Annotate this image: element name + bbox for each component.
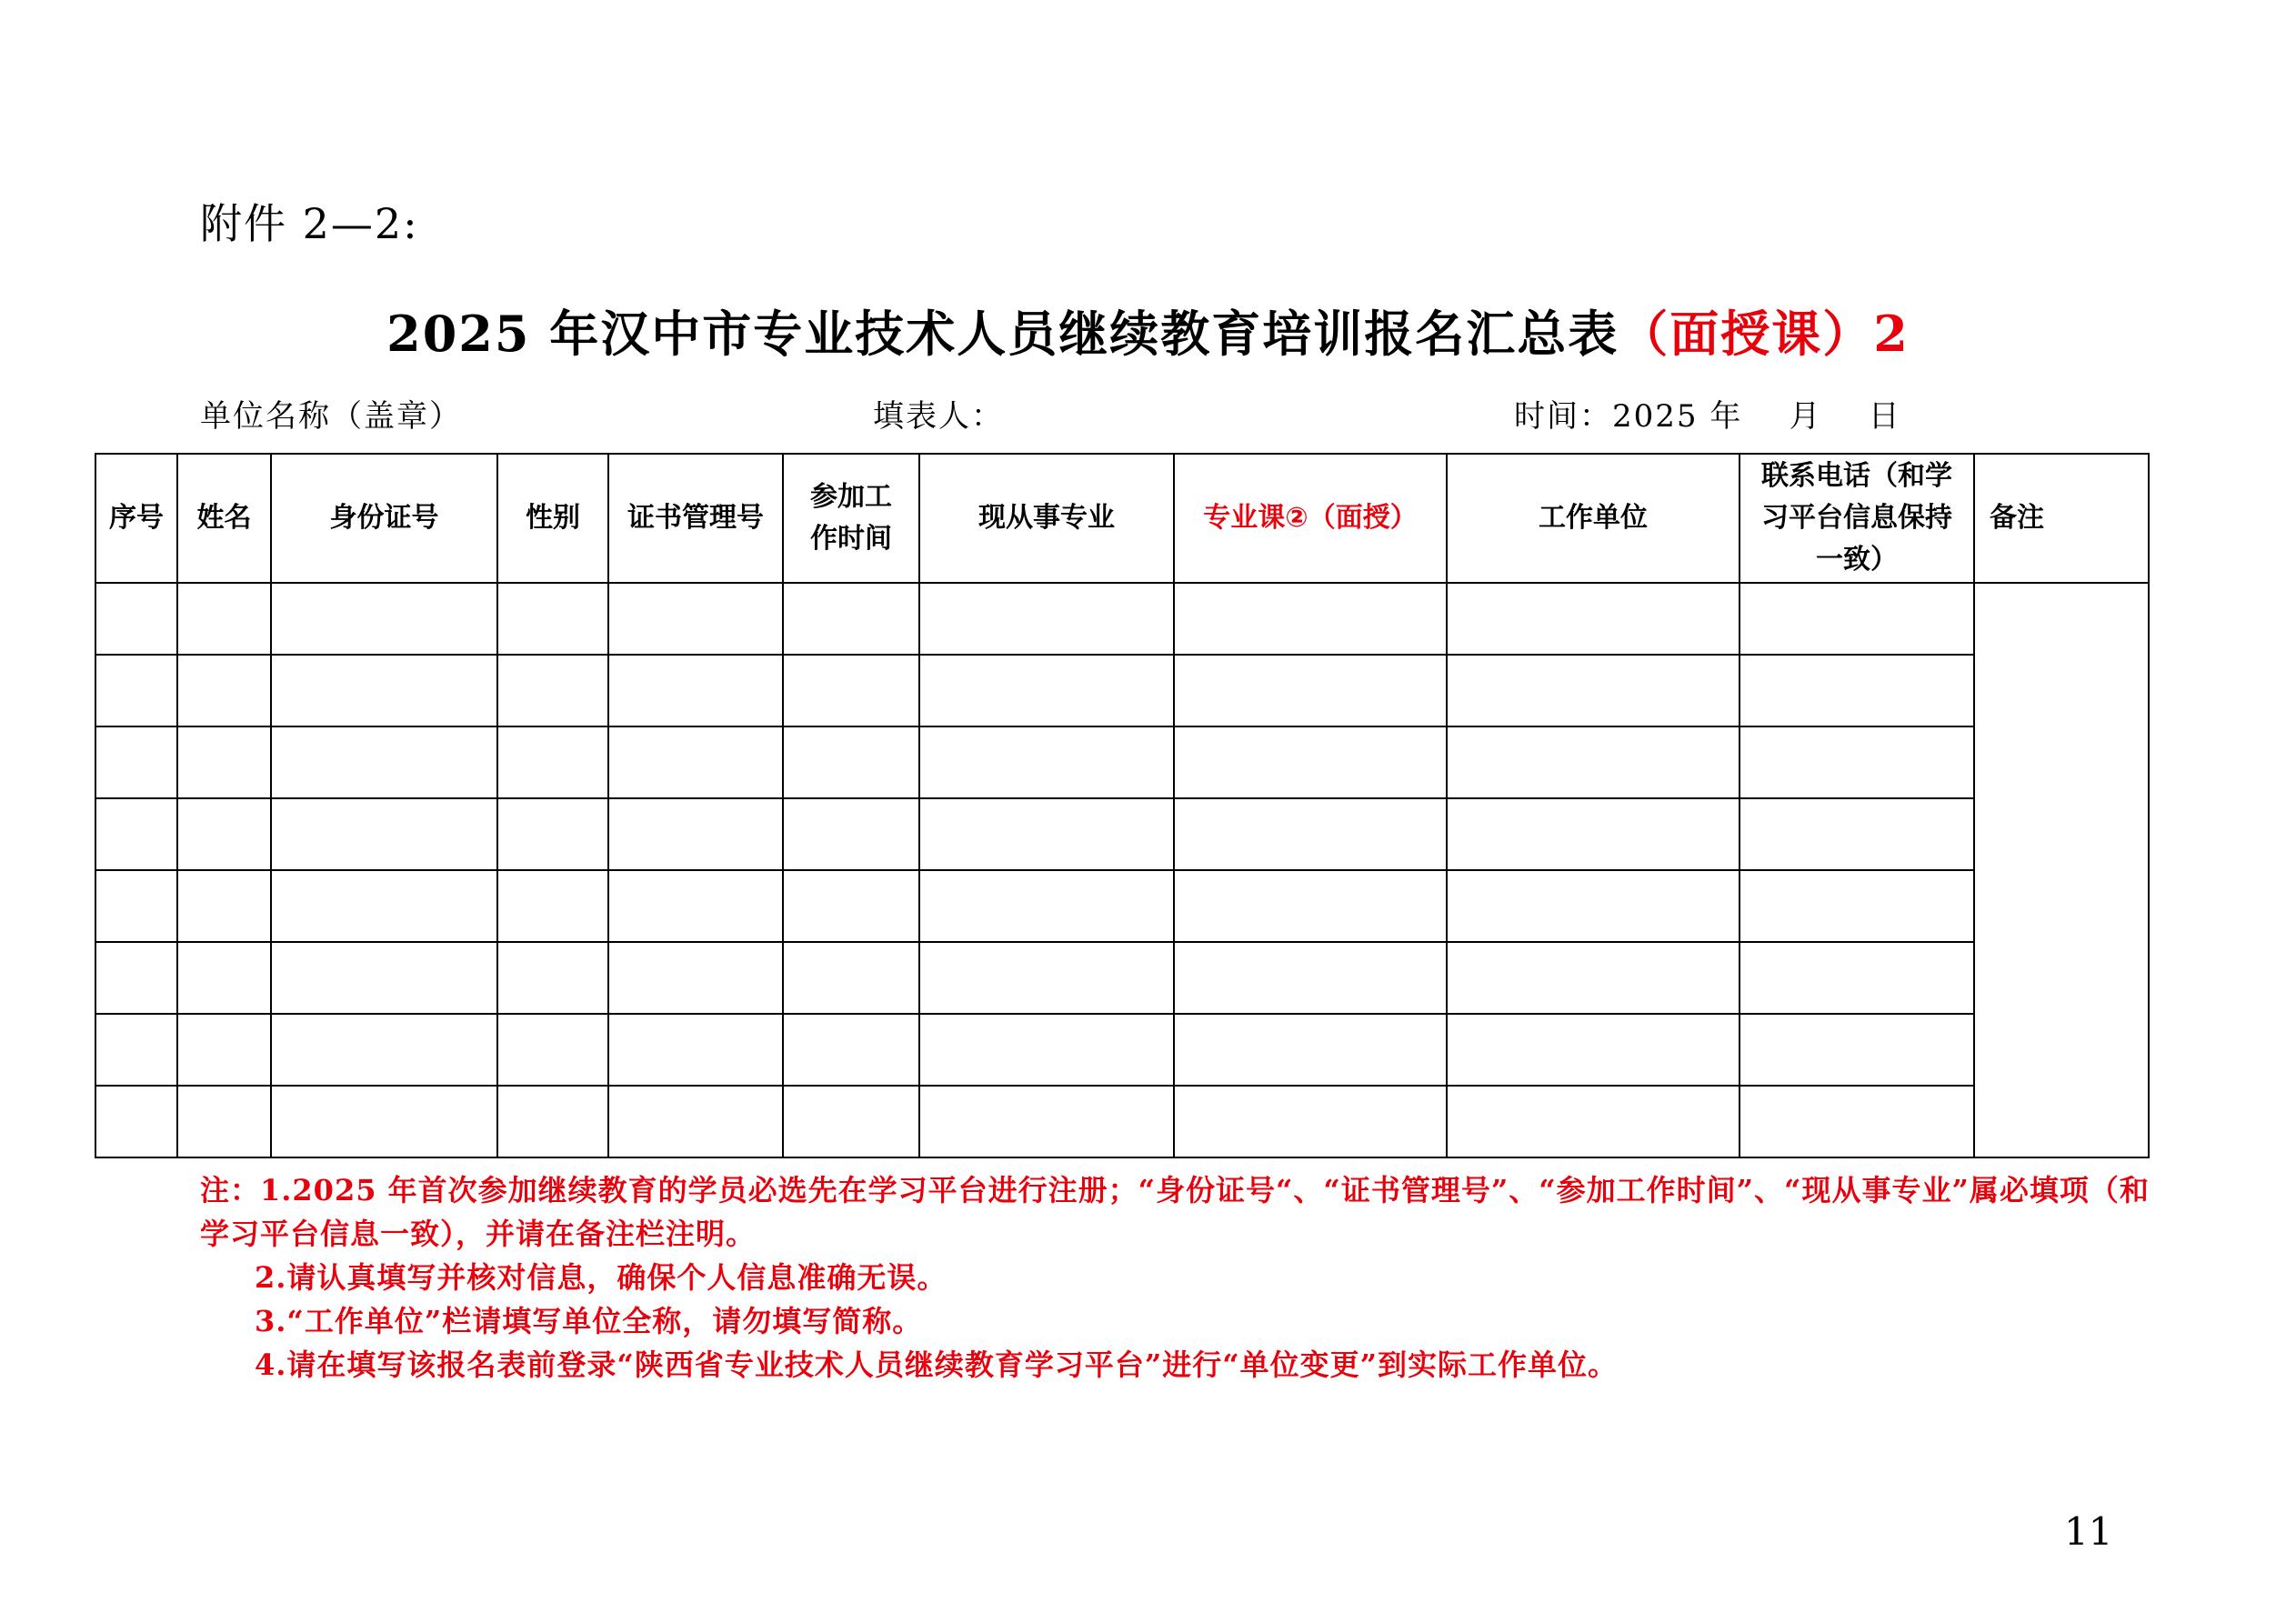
note-item: 2.请认真填写并核对信息，确保个人信息准确无误。 <box>255 1260 947 1295</box>
table-cell[interactable] <box>177 583 271 655</box>
table-cell[interactable] <box>783 655 919 726</box>
table-cell[interactable] <box>177 1014 271 1086</box>
table-cell[interactable] <box>95 942 177 1014</box>
table-row <box>95 1014 2149 1086</box>
table-cell[interactable] <box>95 726 177 798</box>
filler-label: 填表人： <box>873 398 1004 435</box>
table-cell[interactable] <box>1447 1014 1740 1086</box>
table-cell[interactable] <box>608 726 783 798</box>
table-cell[interactable] <box>271 655 497 726</box>
table-cell[interactable] <box>608 583 783 655</box>
table-cell[interactable] <box>783 798 919 870</box>
table-cell[interactable] <box>95 655 177 726</box>
table-cell[interactable] <box>271 870 497 942</box>
table-cell[interactable] <box>919 870 1174 942</box>
table-cell[interactable] <box>919 942 1174 1014</box>
table-cell[interactable] <box>1447 583 1740 655</box>
table-cell[interactable] <box>1174 1086 1447 1157</box>
table-cell[interactable] <box>783 1086 919 1157</box>
table-cell[interactable] <box>177 942 271 1014</box>
table-cell[interactable] <box>95 583 177 655</box>
table-cell[interactable] <box>497 870 608 942</box>
header-cell: 备注 <box>1974 454 2149 583</box>
table-cell[interactable] <box>1740 655 1974 726</box>
unit-name-label: 单位名称（盖章） <box>200 398 462 435</box>
table-cell[interactable] <box>271 1086 497 1157</box>
header-cell: 联系电话（和学习平台信息保持一致） <box>1740 454 1974 583</box>
table-row <box>95 583 2149 655</box>
table-cell[interactable] <box>608 798 783 870</box>
table-cell[interactable] <box>497 1086 608 1157</box>
table-row <box>95 870 2149 942</box>
table-row <box>95 942 2149 1014</box>
title-main: 2025 年汉中市专业技术人员继续教育培训报名汇总表 <box>386 305 1619 363</box>
note-item: 3.“工作单位”栏请填写单位全称，请勿填写简称。 <box>255 1304 923 1338</box>
table-cell[interactable] <box>1740 798 1974 870</box>
table-cell[interactable] <box>919 583 1174 655</box>
table-cell[interactable] <box>783 1014 919 1086</box>
header-cell: 专业课②（面授） <box>1174 454 1447 583</box>
table-header-row <box>95 454 2149 583</box>
table-cell[interactable] <box>783 870 919 942</box>
table-cell[interactable] <box>1740 870 1974 942</box>
table-cell[interactable] <box>271 1014 497 1086</box>
table-cell[interactable] <box>1174 726 1447 798</box>
table-cell[interactable] <box>1447 655 1740 726</box>
table-cell[interactable] <box>497 1014 608 1086</box>
table-cell[interactable] <box>497 655 608 726</box>
page-title <box>0 296 2296 366</box>
table-cell[interactable] <box>177 726 271 798</box>
table-cell[interactable] <box>608 1086 783 1157</box>
header-cell: 工作单位 <box>1447 454 1740 583</box>
header-cell: 性别 <box>497 454 608 583</box>
table-cell[interactable] <box>1740 726 1974 798</box>
table-cell[interactable] <box>608 655 783 726</box>
table-cell[interactable] <box>177 655 271 726</box>
table-cell[interactable] <box>95 798 177 870</box>
page-number: 11 <box>2064 1509 2113 1554</box>
table-cell[interactable] <box>271 583 497 655</box>
table-cell[interactable] <box>95 1014 177 1086</box>
table-cell[interactable] <box>271 726 497 798</box>
header-cell: 身份证号 <box>271 454 497 583</box>
table-cell[interactable] <box>177 1086 271 1157</box>
table-cell[interactable] <box>608 870 783 942</box>
table-cell[interactable] <box>919 1086 1174 1157</box>
table-cell[interactable] <box>1447 942 1740 1014</box>
table-cell[interactable] <box>783 942 919 1014</box>
table-cell[interactable] <box>271 798 497 870</box>
header-cell: 姓名 <box>177 454 271 583</box>
table-cell[interactable] <box>919 726 1174 798</box>
table-row <box>95 655 2149 726</box>
table-row <box>95 1086 2149 1157</box>
table-row <box>95 726 2149 798</box>
table-cell[interactable] <box>1740 1014 1974 1086</box>
note-item: 注：1.2025 年首次参加继续教育的学员必选先在学习平台进行注册；“身份证号“、“证书管理号”、“参加工作时间”、“现从事专业”属必填项（和学习平台信息一致），并请在备注栏注明。 <box>200 1173 2150 1251</box>
table-cell[interactable] <box>497 942 608 1014</box>
table-cell[interactable] <box>1174 942 1447 1014</box>
table-cell[interactable] <box>608 1014 783 1086</box>
table-cell[interactable] <box>608 942 783 1014</box>
table-cell[interactable] <box>1174 655 1447 726</box>
table-cell[interactable] <box>1174 1014 1447 1086</box>
header-cell: 证书管理号 <box>608 454 783 583</box>
table-row <box>95 798 2149 870</box>
table-cell[interactable] <box>919 798 1174 870</box>
table-cell[interactable] <box>783 583 919 655</box>
header-cell: 参加工作时间 <box>783 454 919 583</box>
table-cell[interactable] <box>1447 798 1740 870</box>
attachment-label: 附件 2—2: <box>200 199 419 248</box>
table-cell[interactable] <box>95 1086 177 1157</box>
table-cell[interactable] <box>497 583 608 655</box>
table-cell[interactable] <box>95 870 177 942</box>
note-item: 4.请在填写该报名表前登录“陕西省专业技术人员继续教育学习平台”进行“单位变更”到实际工作单位。 <box>255 1347 1619 1382</box>
table-cell[interactable] <box>177 798 271 870</box>
table-cell[interactable] <box>271 942 497 1014</box>
table-cell[interactable] <box>1447 870 1740 942</box>
table-cell[interactable] <box>1174 583 1447 655</box>
table-cell[interactable] <box>1447 726 1740 798</box>
date-label: 时间：2025 年 月 日 <box>1514 398 1901 435</box>
remarks-cell[interactable] <box>1974 583 2149 1157</box>
registration-table <box>95 453 2150 1158</box>
header-cell: 现从事专业 <box>919 454 1174 583</box>
table-cell[interactable] <box>1740 942 1974 1014</box>
table-cell[interactable] <box>1174 798 1447 870</box>
table-cell[interactable] <box>497 726 608 798</box>
table-cell[interactable] <box>1447 1086 1740 1157</box>
table-cell[interactable] <box>177 870 271 942</box>
table-cell[interactable] <box>919 1014 1174 1086</box>
title-highlight: （面授课）2 <box>1619 305 1910 363</box>
table-cell[interactable] <box>783 726 919 798</box>
table-cell[interactable] <box>919 655 1174 726</box>
table-cell[interactable] <box>1740 583 1974 655</box>
notes <box>200 1168 2164 1387</box>
header-cell: 序号 <box>95 454 177 583</box>
table-cell[interactable] <box>497 798 608 870</box>
table-cell[interactable] <box>1174 870 1447 942</box>
table-cell[interactable] <box>1740 1086 1974 1157</box>
